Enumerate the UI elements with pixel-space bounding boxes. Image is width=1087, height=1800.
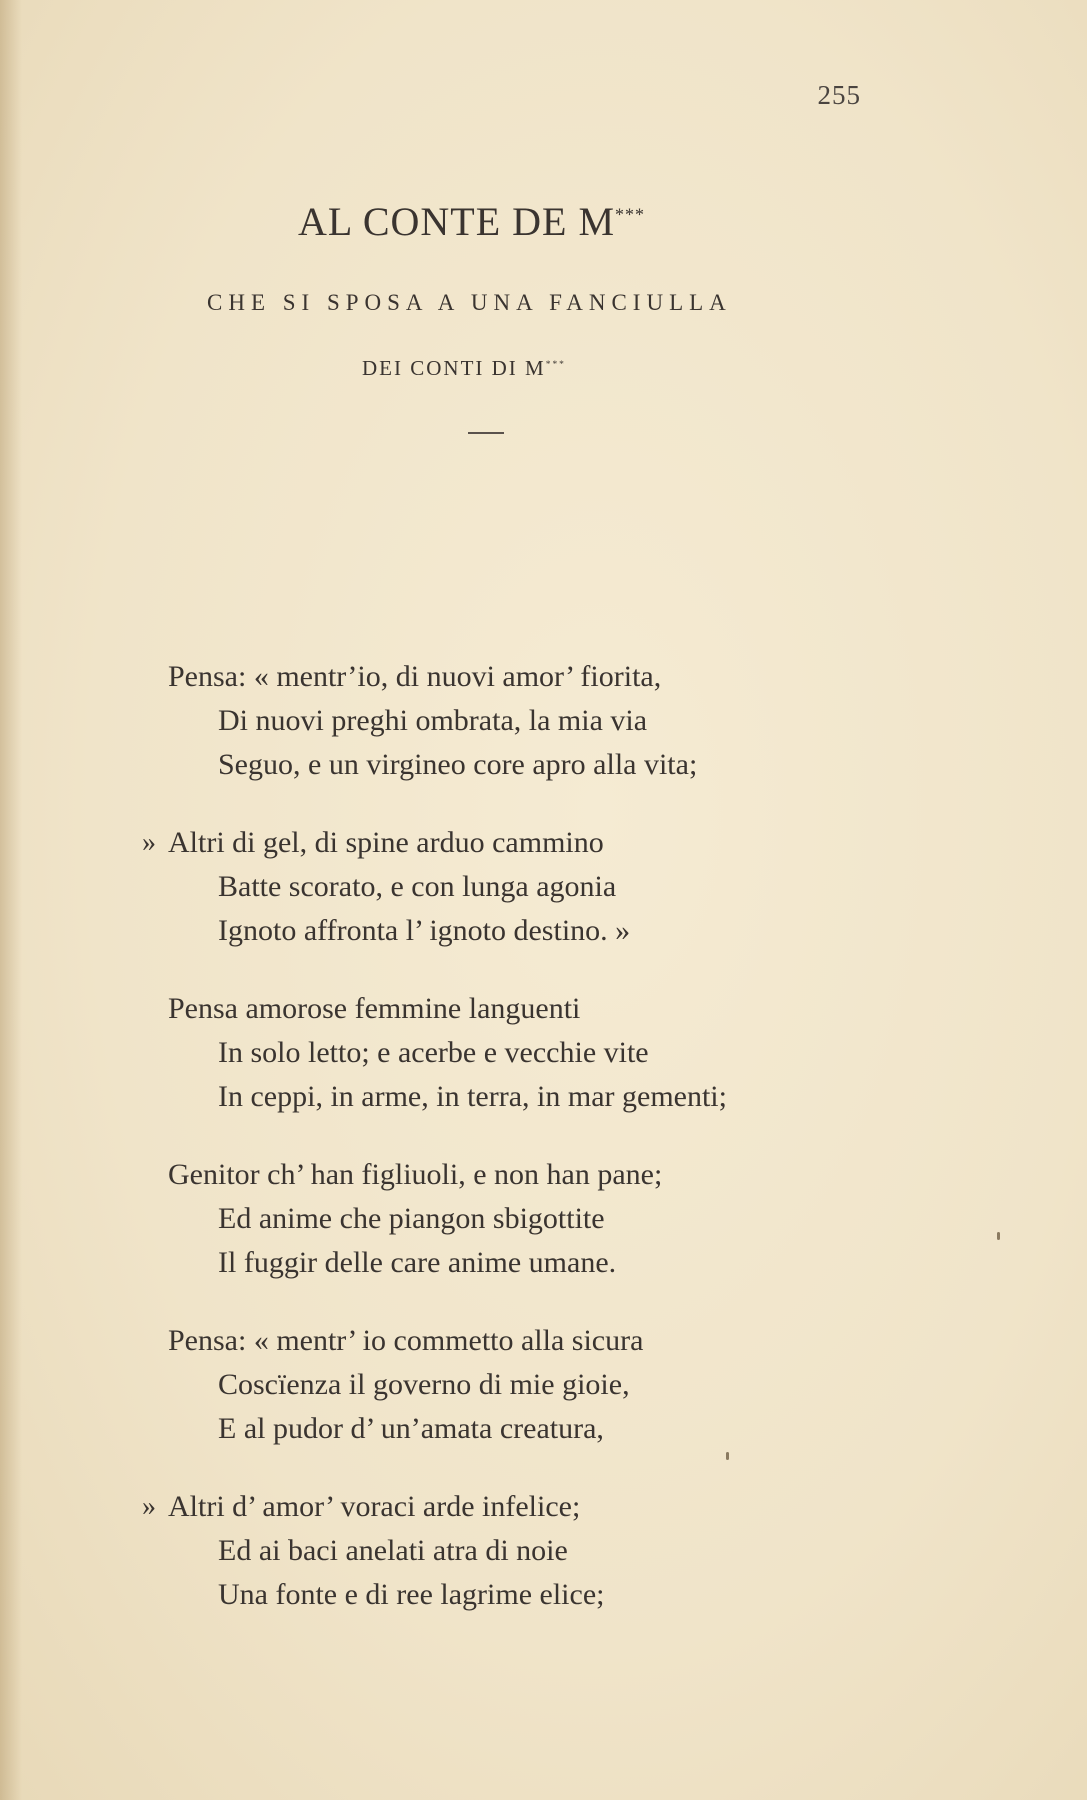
verse-line [0, 909, 1087, 953]
verse-text: Altri d’ amor’ voraci arde infelice; [168, 1490, 581, 1523]
verse-text: In solo letto; e acerbe e vecchie vite [218, 1036, 649, 1069]
verse-line [0, 655, 1087, 699]
verse-line [0, 1241, 1087, 1285]
verse-line [0, 1407, 1087, 1451]
stanza [0, 1485, 1087, 1617]
verse-line [0, 1153, 1087, 1197]
verse-line [0, 865, 1087, 909]
title-asterisks: *** [615, 204, 646, 225]
verse-text: Batte scorato, e con lunga agonia [218, 870, 617, 903]
verse-text: Pensa: « mentr’ io commetto alla sicura [168, 1324, 644, 1357]
verse-line [0, 1573, 1087, 1617]
title-main: AL CONTE DE M [298, 199, 616, 244]
verse-text: Pensa amorose femmine languenti [168, 992, 581, 1025]
verse-text: Altri di gel, di spine arduo cammino [168, 826, 604, 859]
verse-line [0, 987, 1087, 1031]
verse-line [0, 1197, 1087, 1241]
continuation-quote-mark: » [142, 827, 156, 858]
title-separator-rule [468, 432, 504, 434]
dedication-line-1: CHE SI SPOSA A UNA FANCIULLA [207, 290, 732, 315]
verse-line [0, 743, 1087, 787]
verse-line [0, 699, 1087, 743]
poem-body [0, 655, 1087, 1651]
verse-text: Ed anime che piangon sbigottite [218, 1202, 605, 1235]
poem-title-text [298, 198, 645, 245]
paper-speck [726, 1452, 729, 1460]
paper-speck [997, 1232, 1000, 1240]
verse-text: In ceppi, in arme, in terra, in mar gementi; [218, 1080, 727, 1113]
dedication-asterisks: *** [545, 360, 566, 370]
verse-text: Seguo, e un virgineo core apro alla vita; [218, 748, 698, 781]
verse-text: Coscïenza il governo di mie gioie, [218, 1368, 630, 1401]
continuation-quote-mark: » [142, 1491, 156, 1522]
verse-text: Di nuovi preghi ombrata, la mia via [218, 704, 648, 737]
verse-line [0, 1529, 1087, 1573]
verse-line [0, 1075, 1087, 1119]
stanza [0, 655, 1087, 787]
stanza [0, 821, 1087, 953]
verse-line [0, 821, 1087, 865]
verse-line [0, 1319, 1087, 1363]
dedication-line-2 [362, 356, 566, 381]
dedication-line-2-text: DEI CONTI DI M [362, 356, 546, 380]
stanza [0, 987, 1087, 1119]
verse-text: Il fuggir delle care anime umane. [218, 1246, 617, 1279]
verse-text: E al pudor d’ un’amata creatura, [218, 1412, 604, 1445]
verse-text: Una fonte e di ree lagrime elice; [218, 1578, 605, 1611]
verse-text: Genitor ch’ han figliuoli, e non han pane; [168, 1158, 663, 1191]
verse-text: Pensa: « mentr’io, di nuovi amor’ fiorita, [168, 660, 662, 693]
stanza [0, 1153, 1087, 1285]
verse-text: Ed ai baci anelati atra di noie [218, 1534, 568, 1567]
stanza [0, 1319, 1087, 1451]
verse-line [0, 1363, 1087, 1407]
page-number: 255 [817, 80, 861, 110]
verse-text: Ignoto affronta l’ ignoto destino. » [218, 914, 631, 947]
verse-line [0, 1031, 1087, 1075]
verse-line [0, 1485, 1087, 1529]
